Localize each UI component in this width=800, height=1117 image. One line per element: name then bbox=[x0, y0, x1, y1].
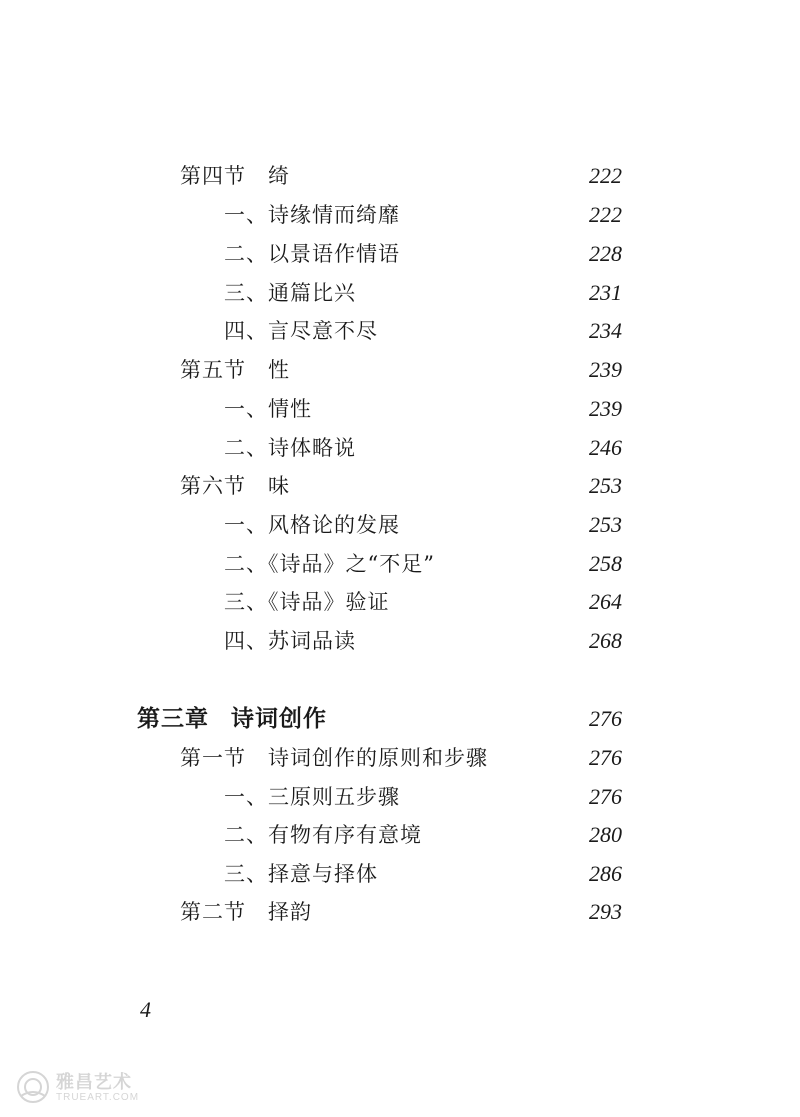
toc-item-label: 三、通篇比兴 bbox=[224, 281, 356, 305]
toc-item-row bbox=[0, 235, 800, 273]
toc-page-number: 231 bbox=[589, 280, 622, 305]
toc-page-number: 239 bbox=[589, 396, 622, 421]
toc-item-label: 三、《诗品》验证 bbox=[224, 590, 390, 614]
toc-section-label bbox=[180, 157, 290, 195]
toc-item-row bbox=[0, 855, 800, 893]
toc-item-label: 二、诗体略说 bbox=[224, 436, 356, 460]
toc-item-row bbox=[0, 816, 800, 854]
artron-logo-icon bbox=[16, 1070, 50, 1104]
chapter-number: 第三章 bbox=[137, 706, 209, 732]
toc-item-label: 一、诗缘情而绮靡 bbox=[224, 203, 400, 227]
toc-page-number: 280 bbox=[589, 822, 622, 847]
toc-chapter-label bbox=[137, 700, 327, 738]
toc-item-label: 四、言尽意不尽 bbox=[224, 319, 378, 343]
toc-page-number: 268 bbox=[589, 628, 622, 653]
toc-section-row bbox=[0, 467, 800, 505]
toc-item-row bbox=[0, 506, 800, 544]
chapter-title: 诗词创作 bbox=[231, 706, 327, 732]
toc-item-row bbox=[0, 429, 800, 467]
toc-item-row bbox=[0, 778, 800, 816]
toc-item-row bbox=[0, 390, 800, 428]
toc-section-row bbox=[0, 893, 800, 931]
toc-item-label: 二、《诗品》之“不足” bbox=[224, 552, 435, 576]
section-title: 择韵 bbox=[268, 900, 312, 924]
toc-page-number: 222 bbox=[589, 163, 622, 188]
toc-page-number: 264 bbox=[589, 589, 622, 614]
toc-section-label bbox=[180, 893, 312, 931]
toc-page-number: 253 bbox=[589, 473, 622, 498]
toc-page-number: 228 bbox=[589, 241, 622, 266]
toc-section-row bbox=[0, 739, 800, 777]
section-number: 第一节 bbox=[180, 746, 246, 770]
section-title: 绮 bbox=[268, 164, 290, 188]
toc-item-label: 四、苏词品读 bbox=[224, 629, 356, 653]
toc-item-label: 一、情性 bbox=[224, 397, 312, 421]
toc-item-row bbox=[0, 622, 800, 660]
toc-section-label bbox=[180, 467, 290, 505]
toc-page-number: 234 bbox=[589, 318, 622, 343]
toc-page-number: 276 bbox=[589, 784, 622, 809]
toc-item-label: 一、三原则五步骤 bbox=[224, 785, 400, 809]
toc-item-label: 二、有物有序有意境 bbox=[224, 823, 422, 847]
section-number: 第四节 bbox=[180, 164, 246, 188]
toc-page-number: 222 bbox=[589, 202, 622, 227]
section-title: 味 bbox=[268, 474, 290, 498]
watermark-text-en: TRUEART.COM bbox=[56, 1092, 140, 1103]
toc-chapter-row bbox=[0, 700, 800, 738]
toc-item-row bbox=[0, 196, 800, 234]
toc-item-label: 三、择意与择体 bbox=[224, 862, 378, 886]
toc-page-number: 276 bbox=[589, 706, 622, 731]
toc-item-row bbox=[0, 545, 800, 583]
section-title: 诗词创作的原则和步骤 bbox=[268, 746, 488, 770]
toc-page-number: 293 bbox=[589, 899, 622, 924]
toc-item-row bbox=[0, 274, 800, 312]
toc-item-label: 二、以景语作情语 bbox=[224, 242, 400, 266]
section-number: 第五节 bbox=[180, 358, 246, 382]
toc-section-label bbox=[180, 739, 488, 777]
toc-item-row bbox=[0, 583, 800, 621]
toc-page-number: 239 bbox=[589, 357, 622, 382]
toc-item-label: 一、风格论的发展 bbox=[224, 513, 400, 537]
toc-section-row bbox=[0, 157, 800, 195]
toc-section-label bbox=[180, 351, 290, 389]
toc-page-number: 258 bbox=[589, 551, 622, 576]
section-title: 性 bbox=[268, 358, 290, 382]
toc-item-row bbox=[0, 312, 800, 350]
toc-page-number: 276 bbox=[589, 745, 622, 770]
section-number: 第六节 bbox=[180, 474, 246, 498]
watermark-text-cn: 雅昌艺术 bbox=[56, 1072, 132, 1093]
watermark bbox=[16, 1066, 176, 1110]
toc-section-row bbox=[0, 351, 800, 389]
toc-page-number: 253 bbox=[589, 512, 622, 537]
page-folio-number: 4 bbox=[140, 997, 151, 1022]
section-number: 第二节 bbox=[180, 900, 246, 924]
toc-page-number: 286 bbox=[589, 861, 622, 886]
toc-page-number: 246 bbox=[589, 435, 622, 460]
